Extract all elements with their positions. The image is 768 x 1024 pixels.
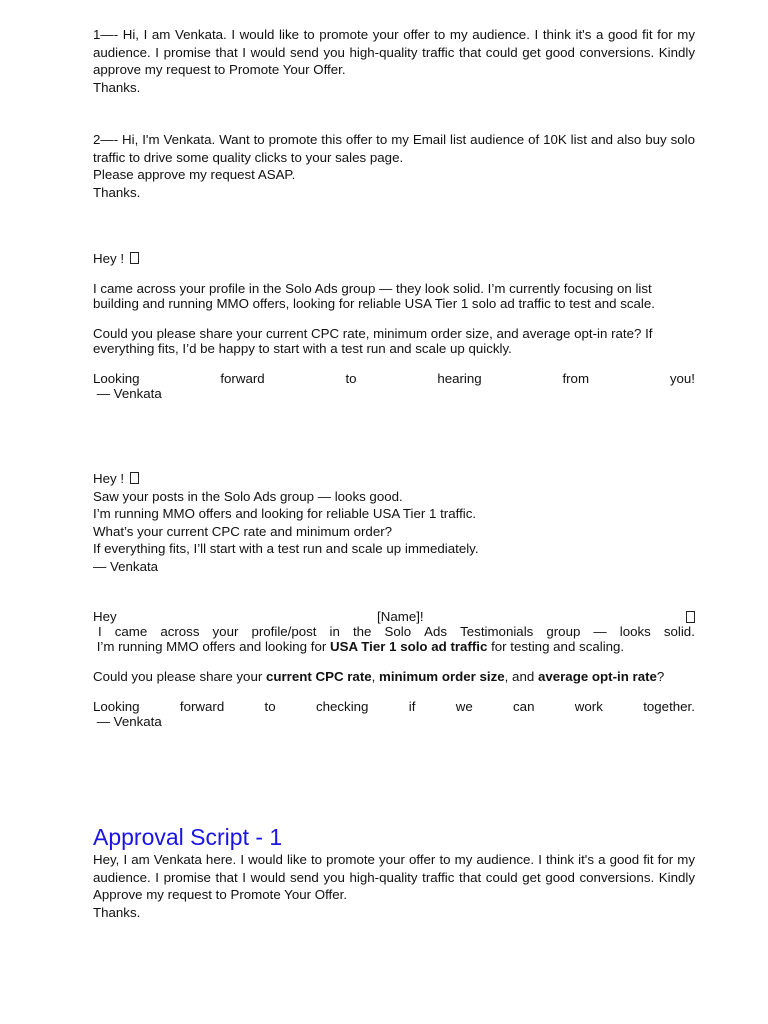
- line-word: your: [212, 624, 239, 639]
- text-run: ,: [371, 669, 380, 684]
- line-text: [93, 624, 695, 639]
- approval-script-section: [93, 823, 695, 921]
- script-2-thanks: Thanks.: [93, 184, 141, 200]
- line-word: I: [98, 624, 102, 639]
- bold-run: USA Tier 1 solo ad traffic: [330, 639, 488, 654]
- greeting-text: Hey !: [93, 471, 128, 486]
- script-2-line2: Please approve my request ASAP.: [93, 167, 296, 182]
- script-4-greeting: [93, 470, 695, 488]
- closing-word: Looking: [93, 370, 140, 386]
- closing-word: we: [455, 699, 473, 714]
- closing-word: together.: [643, 699, 695, 714]
- script-3-p1: I came across your profile in the Solo Ads group — they look solid. I’m currently focusing on list building and running MMO offers, looking for reliable USA Tier 1 solo ad traffic to test and scale.: [93, 280, 655, 311]
- emoji-placeholder-icon: [130, 472, 139, 484]
- greeting-text: Hey !: [93, 251, 128, 266]
- script-5-signoff: — Venkata: [93, 714, 162, 729]
- script-4-line: Saw your posts in the Solo Ads group — looks good.: [93, 488, 403, 504]
- line-word: in: [329, 624, 340, 639]
- bold-run: current CPC rate: [265, 669, 372, 684]
- line-word: across: [160, 624, 200, 639]
- closing-word: checking: [315, 699, 369, 714]
- closing-word: you!: [669, 370, 695, 386]
- script-3-signoff: — Venkata: [93, 385, 162, 401]
- script-5-line2: [93, 639, 695, 654]
- script-5-question: [93, 669, 695, 684]
- closing-word: forward: [179, 699, 225, 714]
- script-4-line: I’m running MMO offers and looking for reliable USA Tier 1 traffic.: [93, 506, 477, 521]
- bold-run: average opt-in rate: [537, 669, 657, 684]
- script-3: [93, 250, 695, 401]
- line-word: Solo: [384, 624, 412, 639]
- text-run: for testing and scaling.: [487, 639, 625, 654]
- script-5-closing: [93, 699, 695, 714]
- line-word: group: [546, 624, 581, 639]
- script-3-greeting: [93, 250, 695, 268]
- emoji-placeholder-icon: [686, 611, 695, 623]
- script-4-line: If everything fits, I’ll start with a test run and scale up immediately.: [93, 541, 479, 556]
- closing-word: hearing: [437, 370, 482, 386]
- greeting-name: [Name]!: [377, 609, 424, 624]
- script-2-text: 2—- Hi, I'm Venkata. Want to promote this offer to my Email list audience of 10K list and also buy solo traffic to drive some quality clicks to your sales page.: [93, 132, 695, 165]
- approval-script-thanks: Thanks.: [93, 904, 141, 920]
- line-word: Testimonials: [460, 624, 534, 639]
- closing-word: work: [574, 699, 603, 714]
- text-run: Could you please share your: [93, 669, 266, 684]
- closing-word: can: [513, 699, 535, 714]
- script-4-signoff: — Venkata: [93, 558, 159, 574]
- line-word: Ads: [424, 624, 448, 639]
- greeting-hey: Hey: [93, 609, 117, 624]
- script-4-line: What’s your current CPC rate and minimum order?: [93, 523, 393, 539]
- line-word: looks: [619, 624, 651, 639]
- text-run: I’m running MMO offers and looking for: [93, 639, 330, 654]
- script-5-line1: [93, 624, 695, 639]
- script-5-greeting: [93, 609, 695, 624]
- closing-word: to: [264, 699, 276, 714]
- line-word: profile/post: [251, 624, 317, 639]
- script-2: [93, 131, 695, 201]
- approval-script-heading: Approval Script - 1: [93, 824, 283, 850]
- script-4: [93, 470, 695, 575]
- line-word: solid.: [663, 624, 695, 639]
- closing-word: Looking: [93, 699, 140, 714]
- closing-word: forward: [220, 370, 265, 386]
- closing-word: from: [562, 370, 590, 386]
- line-word: —: [593, 624, 607, 639]
- closing-word: to: [345, 370, 357, 386]
- script-3-closing: [93, 371, 695, 386]
- line-word: the: [352, 624, 372, 639]
- bold-run: minimum order size: [379, 669, 505, 684]
- text-run: , and: [504, 669, 538, 684]
- script-1-text: 1—- Hi, I am Venkata. I would like to promote your offer to my audience. I think it's a good fit for my audience. I promise that I would send you high-quality traffic that could get good conversions. Kindly approve my request to Promote Your Offer.: [93, 27, 695, 77]
- script-3-p2: Could you please share your current CPC rate, minimum order size, and average opt-in rate? If everything fits, I’d be happy to start with a test run and scale up quickly.: [93, 325, 653, 356]
- script-1: [93, 26, 695, 96]
- closing-word: if: [408, 699, 416, 714]
- emoji-placeholder-icon: [130, 252, 139, 264]
- text-run: ?: [656, 669, 665, 684]
- approval-script-text: Hey, I am Venkata here. I would like to promote your offer to my audience. I think it's a good fit for my audience. I promise that I would send you high-quality traffic that could get good conversions. Kindly Approve my request to Promote Your Offer.: [93, 852, 695, 902]
- line-word: came: [114, 624, 148, 639]
- script-1-thanks: Thanks.: [93, 79, 141, 95]
- script-5: [93, 609, 695, 729]
